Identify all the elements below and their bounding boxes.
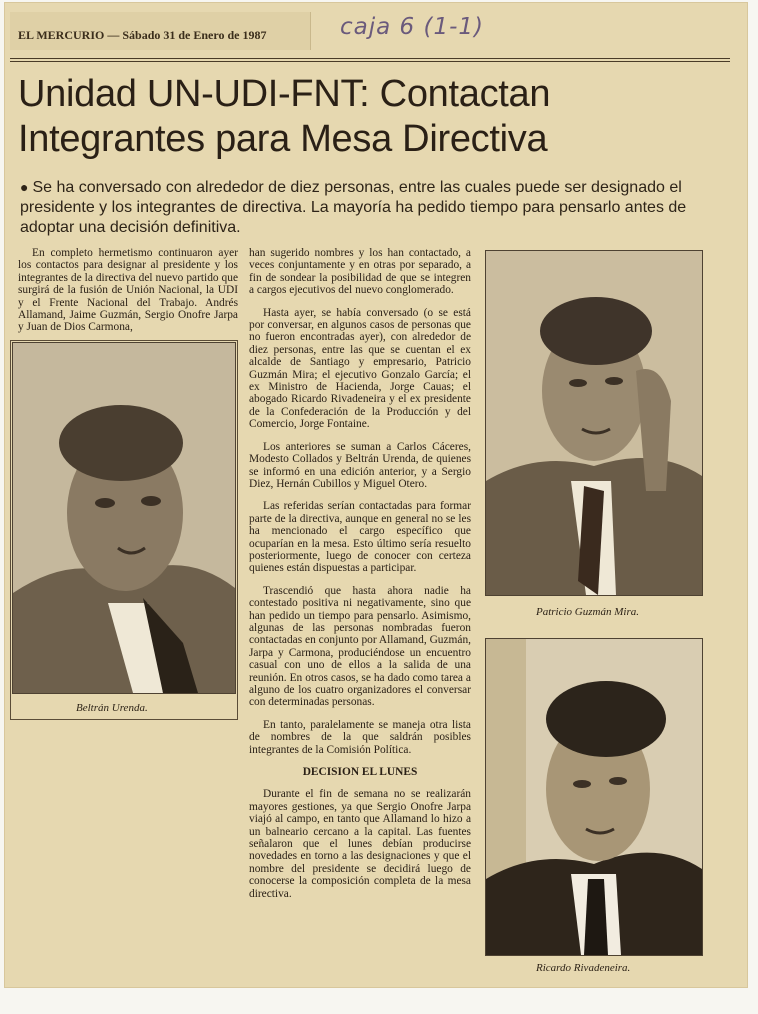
subheading: DECISION EL LUNES [302,766,418,779]
lead-paragraph [20,177,726,238]
body-paragraph: En tanto, paralelamente se maneja otra lista de nombres de la que saldrán posibles integrantes de la Comisión Política. [249,718,471,756]
portrait-image [486,251,702,595]
body-paragraph: Durante el fin de semana no se realizarán mayores gestiones, ya que Sergio Onofre Jarpa viajó al campo, en tanto que Allamand lo hizo a un balneario cercano a la capital. Las fuentes señalaron que el lunes debían producirse novedades en torno a las designaciones y que el nombre del presidente se decidirá luego de conocerse la composición completa de la mesa directiva. [249,788,471,900]
lead-text: Se ha conversado con alrededor de diez personas, entre las cuales puede ser designado el presidente y los integrantes de directiva. La mayoría ha pedido tiempo para pensarlo antes de adoptar una decisión definitiva. [20,179,687,236]
body-paragraph: En completo hermetismo continuaron ayer los contactos para designar al presidente y los integrantes de la directiva del nuevo partido que surgirá de la fusión de Unión Nacional, la UDI y el Frente Nacional del Trabajo. Andrés Allamand, Jaime Guzmán, Sergio Onofre Jarpa y Juan de Dios Carmona, [18,247,238,334]
photo-patricio-guzman-mira [485,250,703,596]
column-2 [249,247,471,910]
body-paragraph: han sugerido nombres y los han contactado, a veces conjuntamente y en otras por separado, a fin de sondear la posibilidad de que se integren a cargos ejecutivos del nuevo conglomerado. [249,247,471,297]
caption-left: Beltrán Urenda. [76,702,148,714]
dateline: EL MERCURIO — Sábado 31 de Enero de 1987 [18,28,267,42]
photo-ricardo-rivadeneira [485,638,703,956]
portrait-image [486,639,702,955]
body-paragraph: Las referidas serían contactadas para formar parte de la directiva, aunque en general no se les ha mencionado el cargo específico que ocuparían en la mesa. Esto último sería resuelto posteriormente, luego de conocer con certeza quienes están dispuestas a participar. [249,500,471,575]
top-rule-double [10,61,730,62]
handwritten-note: caja 6 (1-1) [340,14,484,40]
top-rule [10,58,730,59]
caption-top-right: Patricio Guzmán Mira. [536,606,639,618]
caption-bottom-right: Ricardo Rivadeneira. [536,962,631,974]
body-paragraph: Trascendió que hasta ahora nadie ha contestado positiva ni negativamente, sino que han pedido un tiempo para pensarlo. Asimismo, algunas de las personas nombradas fueron contactadas en conjunto por Allamand, Guzmán, Jarpa y Carmona, produciéndose un encuentro casual con uno de ellos a la salida de una reunión. En otros casos, se ha dado como tarea a alguno de los cuatro organizadores el conversar con determinadas personas. [249,584,471,709]
body-paragraph: Los anteriores se suman a Carlos Cáceres, Modesto Collados y Beltrán Urenda, de quienes se informó en una edición anterior, y a Sergio Diez, Hernán Cubillos y Miguel Otero. [249,440,471,490]
headline [18,72,728,162]
headline-line-1: Unidad UN-UDI-FNT: Contactan [18,73,551,115]
photo-frame-left [10,340,238,720]
column-1 [18,247,238,344]
bullet-icon: ● [20,179,29,195]
headline-line-2: Integrantes para Mesa Directiva [18,118,548,160]
body-paragraph: Hasta ayer, se había conversado (o se está por conversar, en algunos casos de personas que no fueron encontradas ayer), con alrededor de diez personas, entre las que se cuentan el ex alcalde de Santiago y empresario, Patricio Guzmán Mira; el ejecutivo Gonzalo García; el ex Ministro de Hacienda, Jorge Cauas; el abogado Ricardo Rivadeneira y el ex presidente de la Confederación de la Producción y del Comercio, Jorge Fontaine. [249,306,471,431]
